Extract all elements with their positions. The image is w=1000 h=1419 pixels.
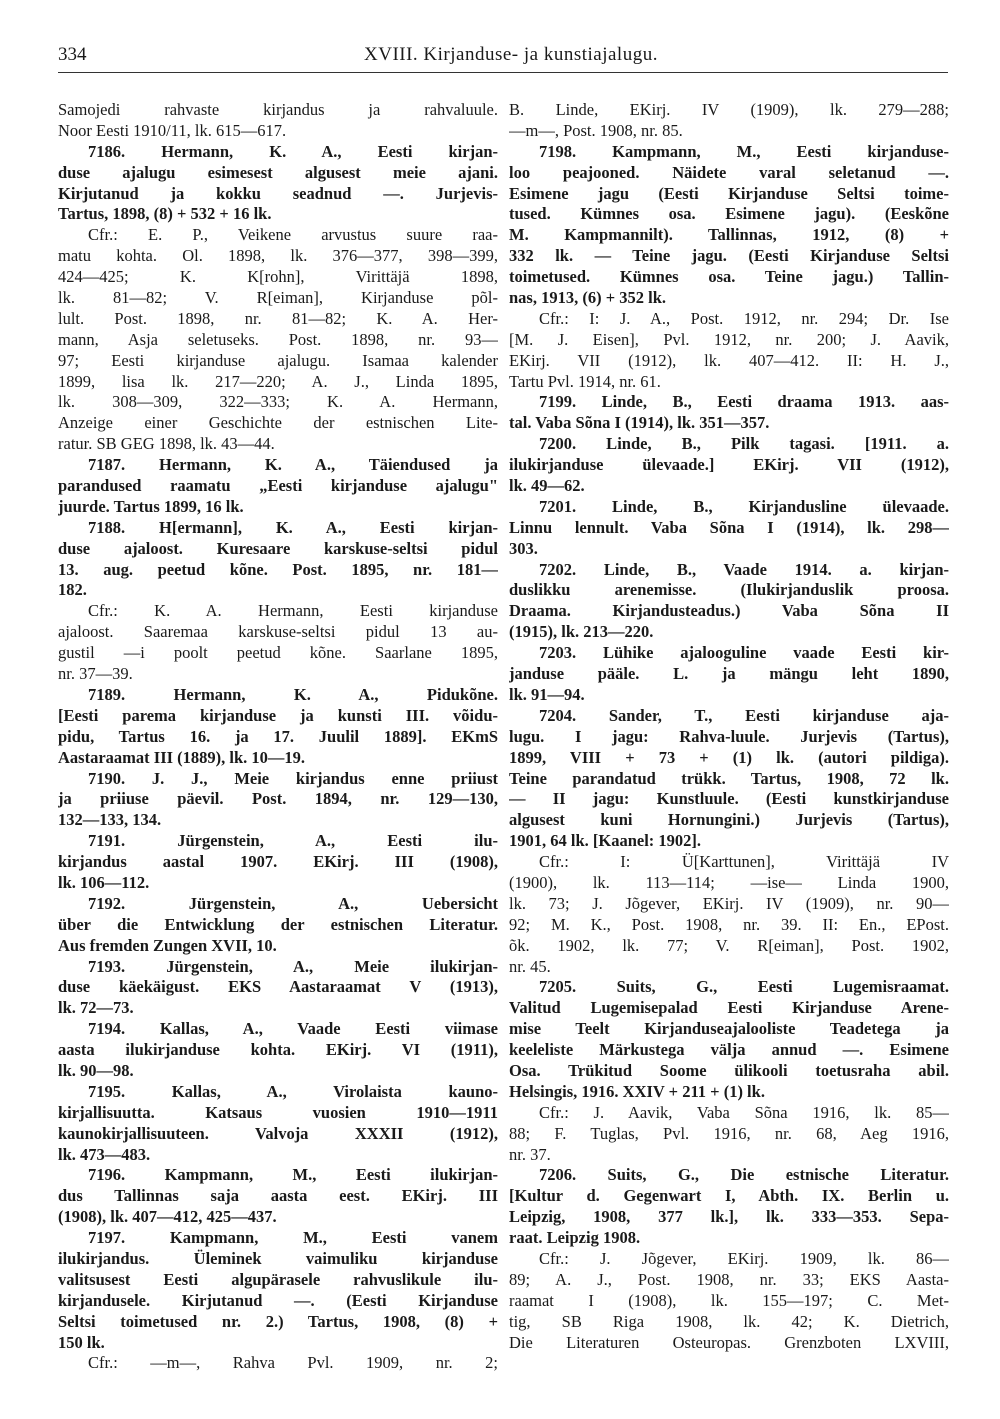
text-line: juurde. Tartus 1899, 16 lk. [58,496,244,516]
text-line: EKirj. VII (1912), lk. 407—412. II: H. J., [509,350,949,370]
text-line: B. Linde, EKirj. IV (1909), lk. 279—288; [509,100,949,119]
text-line: lk. 73; J. Jõgever, EKirj. IV (1909), nr. 90— [509,893,949,913]
text-line: raat. Leipzig 1908. [509,1228,641,1248]
text-line: duse ajalugu esimesest algusest meie ajani. [58,162,498,182]
text-line: Cfr.: I: J. A., Post. 1912, nr. 294; Dr. Ise [539,308,949,328]
text-line: 7196. Kampmann, M., Eesti ilukirjan- [88,1165,498,1185]
text-line: nas, 1913, (6) + 352 lk. [509,288,666,308]
text-line: —m—, Post. 1908, nr. 85. [509,120,683,140]
text-line: Noor Eesti 1910/11, lk. 615—617. [58,120,287,140]
text-line: lk. 49—62. [509,476,585,496]
text-line: nr. 37—39. [58,664,133,684]
text-line: 182. [58,580,87,600]
text-line: Anzeige einer Geschichte der estnischen Lite- [58,413,498,433]
text-line: Helsingis, 1916. XXIV + 211 + (1) lk. [509,1081,765,1101]
text-line: Cfr.: I: Ü[Karttunen], Virittäjä IV [539,852,949,872]
text-line: dus Tallinnas saja aasta eest. EKirj. III [58,1186,498,1206]
text-line: Seltsi toimetused nr. 2.) Tartus, 1908, (8) + [58,1311,498,1331]
text-line: 1901, 64 lk. [Kaanel: 1902]. [509,831,702,851]
text-line: Cfr.: —m—, Rahva Pvl. 1909, nr. 2; [88,1353,498,1373]
text-line: kirjandus aastal 1907. EKirj. III (1908), [58,852,498,872]
text-line: 7194. Kallas, A., Vaade Eesti viimase [88,1019,498,1039]
text-line: raamat I (1908), lk. 155—197; C. Met- [509,1290,949,1310]
text-line: pidu, Tartus 16. ja 17. Juulil 1889]. EKmS [58,726,498,746]
text-line: tused. Kümnes osa. Esimene jagu). (Eeskõne [509,204,949,224]
text-line: 7189. Hermann, K. A., Pidukõne. [88,684,498,704]
text-line: 303. [509,538,538,558]
text-line: 7198. Kampmann, M., Eesti kirjanduse- [539,141,949,161]
text-line: 7203. Lühike ajalooguline vaade Eesti kir- [539,643,949,663]
text-line: lk. 106—112. [58,872,150,892]
text-line: lk. 308—309, 322—333; K. A. Hermann, [58,392,498,412]
text-line: nr. 37. [509,1144,551,1164]
text-line: keeleliste Märkustega välja annud —. Esimene [509,1040,949,1060]
text-line: tal. Vaba Sõna I (1914), lk. 351—357. [509,413,770,433]
text-line: lk. 473—483. [58,1144,151,1164]
text-line: 7205. Suits, G., Eesti Lugemisraamat. [539,977,949,997]
text-line: (1915), lk. 213—220. [509,622,654,642]
text-line: Linnu lennult. Vaba Sõna I (1914), lk. 298— [509,517,949,537]
text-line: Esimene jagu (Eesti Kirjanduse Seltsi toime- [509,183,949,203]
text-line: aasta ilukirjanduse kohta. EKirj. VI (1911), [58,1040,498,1060]
text-line: ratur. SB GEG 1898, lk. 43—44. [58,434,275,454]
text-line: ilukirjanduse ülevaade.] EKirj. VII (1912), [509,455,949,475]
text-line: 7195. Kallas, A., Virolaista kauno- [88,1081,498,1101]
text-line: 7206. Suits, G., Die estnische Literatur. [539,1165,949,1185]
text-line: Teine parandatud trükk. Tartus, 1908, 72 lk. [509,768,949,788]
text-line: Tartu Pvl. 1914, nr. 61. [509,371,661,391]
left-column [58,100,498,1374]
text-line: Cfr.: K. A. Hermann, Eesti kirjanduse [88,601,498,621]
text-line: kaunokirjallisuuteen. Valvoja XXXII (1912), [58,1123,498,1143]
text-line: 7191. Jürgenstein, A., Eesti ilu- [88,831,498,851]
text-line: 1899, VIII + 73 + (1) lk. (autori pildiga). [509,747,949,767]
text-line: tig, SB Riga 1908, lk. 42; K. Dietrich, [509,1311,949,1331]
text-line: Cfr.: J. Aavik, Vaba Sõna 1916, lk. 85— [539,1102,949,1122]
text-line: 7192. Jürgenstein, A., Uebersicht [88,893,498,913]
text-line: duse ajaloost. Kuresaare karskuse-seltsi pidul [58,538,498,558]
text-line: 332 lk. — Teine jagu. (Eesti Kirjanduse Seltsi [509,246,949,266]
text-line: ilukirjandus. Üleminek vaimuliku kirjanduse [58,1248,498,1268]
text-line: — II jagu: Kunstluule. (Eesti kunstkirjanduse [509,789,949,809]
text-line: 1899, lisa lk. 217—220; A. J., Linda 1895, [58,371,498,391]
text-line: lult. Post. 1898, nr. 81—82; K. A. Her- [58,308,498,328]
text-line: Aastaraamat III (1889), lk. 10—19. [58,747,306,767]
text-line: 150 lk. [58,1332,105,1352]
page-number: 334 [58,44,87,65]
text-line: Cfr.: E. P., Veikene arvustus suure raa- [88,225,498,245]
text-line: 13. aug. peetud kõne. Post. 1895, nr. 181— [58,559,498,579]
text-line: parandused raamatu „Eesti kirjanduse ajalugu" [58,476,498,496]
text-line: Samojedi rahvaste kirjandus ja rahvaluule. [58,100,498,119]
text-line: 97; Eesti kirjanduse ajalugu. Isamaa kalender [58,350,498,370]
text-line: Draama. Kirjandusteadus.) Vaba Sõna II [509,601,949,621]
text-line: Die Literaturen Osteuropas. Grenzboten LXVIII, [509,1332,949,1352]
text-line: lk. 91—94. [509,684,585,704]
header-rule [58,72,948,73]
text-line: gustil —i poolt peetud kõne. Saarlane 1895, [58,643,498,663]
text-line: Leipzig, 1908, 377 lk.], lk. 333—353. Sepa- [509,1207,949,1227]
text-line: (1900), lk. 113—114; —ise— Linda 1900, [509,872,949,892]
text-line: 92; M. K., Post. 1908, nr. 39. II: En., EPost. [509,914,949,934]
text-line: algusest kuni Hornungini.) Jurjevis (Tartus), [509,810,949,830]
text-line: 7193. Jürgenstein, A., Meie ilukirjan- [88,956,498,976]
text-line: kirjandusele. Kirjutanud —. (Eesti Kirjanduse [58,1290,498,1310]
text-line: lk. 81—82; V. R[eiman], Kirjanduse põl- [58,288,498,308]
text-line: [M. J. Eisen], Pvl. 1912, nr. 200; J. Aavik, [509,329,949,349]
text-line: duse käekäigust. EKS Aastaraamat V (1913), [58,977,498,997]
text-line: nr. 45. [509,956,551,976]
text-line: valitsusest Eesti algupärasele rahvuslikule ilu- [58,1269,498,1289]
text-line: kirjallisuutta. Katsaus vuosien 1910—1911 [58,1102,498,1122]
text-line: 7197. Kampmann, M., Eesti vanem [88,1228,498,1248]
text-line: matu kohta. Ol. 1898, lk. 376—377, 398—399, [58,246,498,266]
text-line: ajaloost. Saaremaa karskuse-seltsi pidul 13 au- [58,622,498,642]
text-line: 89; A. J., Post. 1908, nr. 33; EKS Aasta- [509,1269,949,1289]
text-line: lk. 90—98. [58,1060,134,1080]
text-line: mann, Asja seletuseks. Post. 1898, nr. 93— [58,329,498,349]
text-line: 7186. Hermann, K. A., Eesti kirjan- [88,141,498,161]
text-line: lk. 72—73. [58,998,134,1018]
text-line: Osa. Trükitud Soome ülikooli toetusraha abil. [509,1060,949,1080]
text-line: toimetused. Kümnes osa. Teine jagu.) Tallin- [509,267,949,287]
text-line: Valitud Lugemisepalad Eesti Kirjanduse Arene- [509,998,949,1018]
text-line: ja priiuse päevil. Post. 1894, nr. 129—130, [58,789,498,809]
text-line: 7201. Linde, B., Kirjandusline ülevaade. [539,496,949,516]
text-line: Aus fremden Zungen XVII, 10. [58,935,277,955]
text-line: duslikku arenemisse. (Ilukirjanduslik proosa. [509,580,949,600]
text-line: 7204. Sander, T., Eesti kirjanduse aja- [539,705,949,725]
running-title: XVIII. Kirjanduse- ja kunstiajalugu. [364,44,658,65]
text-line: [Eesti parema kirjanduse ja kunsti III. võidu- [58,705,498,725]
text-line: 424—425; K. K[rohn], Virittäjä 1898, [58,267,498,287]
text-line: mise Teelt Kirjanduseajalooliste Teadetega ja [509,1019,949,1039]
text-line: loo peajooned. Näidete varal seletanud —. [509,162,949,182]
text-line: 132—133, 134. [58,810,162,830]
text-line: 7200. Linde, B., Pilk tagasi. [1911. a. [539,434,949,454]
text-line: Cfr.: J. Jõgever, EKirj. 1909, lk. 86— [539,1248,949,1268]
text-line: janduse pääle. L. ja mängu leht 1890, [509,664,949,684]
text-line: Tartus, 1898, (8) + 532 + 16 lk. [58,204,272,224]
text-line: M. Kampmannilt). Tallinnas, 1912, (8) + [509,225,949,245]
page-header [58,44,948,76]
text-line: 88; F. Tuglas, Pvl. 1916, nr. 68, Aeg 1916, [509,1123,949,1143]
text-line: 7190. J. J., Meie kirjandus enne priiust [88,768,498,788]
text-line: 7188. H[ermann], K. A., Eesti kirjan- [88,517,498,537]
text-line: über die Entwicklung der estnischen Literatur. [58,914,498,934]
text-line: (1908), lk. 407—412, 425—437. [58,1207,277,1227]
text-line: Kirjutanud ja kokku seadnud —. Jurjevis- [58,183,498,203]
text-line: [Kultur d. Gegenwart I, Abth. IX. Berlin u. [509,1186,949,1206]
text-line: lugu. I jagu: Rahva-luule. Jurjevis (Tartus), [509,726,949,746]
text-line: 7202. Linde, B., Vaade 1914. a. kirjan- [539,559,949,579]
text-line: 7187. Hermann, K. A., Täiendused ja [88,455,498,475]
text-line: 7199. Linde, B., Eesti draama 1913. aas- [539,392,949,412]
right-column [509,100,949,1353]
text-line: õk. 1902, lk. 77; V. R[eiman], Post. 1902, [509,935,949,955]
